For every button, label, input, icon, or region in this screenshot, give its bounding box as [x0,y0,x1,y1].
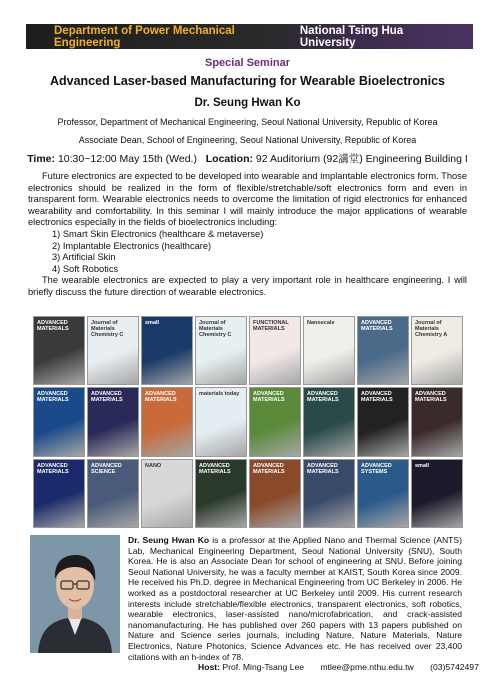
journal-cover-title: Journal of Materials Chemistry C [199,320,232,338]
host-label: Host: [198,662,220,672]
journal-cover-title: ADVANCED MATERIALS [37,391,69,404]
journal-cover [141,459,193,528]
journal-cover [303,316,355,385]
journal-cover-title: FUNCTIONAL MATERIALS [253,320,289,332]
application-item: 1) Smart Skin Electronics (healthcare & metaverse) [52,228,264,239]
journal-cover-title: ADVANCED MATERIALS [37,462,69,475]
speaker-name: Dr. Seung Hwan Ko [194,97,301,109]
journal-cover-title: ADVANCED MATERIALS [91,391,123,404]
abstract-paragraph-2: The wearable electronics are expected to play a very important role in healthcare engineering. I will briefly discuss the future direction of wearable electronics. [28,275,467,297]
speaker-affiliation-1: Professor, Department of Mechanical Engineering, Seoul National University, Republic of Korea [57,117,438,127]
journal-cover-title: NANO [145,462,162,469]
application-list [28,229,467,275]
journal-cover-title: ADVANCED MATERIALS [361,320,393,332]
time-label: Time: [27,153,56,165]
journal-cover-title: ADVANCED MATERIALS [145,391,177,404]
department-name: Department of Power Mechanical Engineering [54,24,235,49]
journal-cover-title: ADVANCED SYSTEMS [361,462,392,475]
journal-cover-title: Journal of Materials Chemistry C [91,320,124,338]
speaker-bio [128,535,462,662]
abstract [28,171,467,299]
journal-cover [357,387,409,456]
host-phone: (03)5742497 [430,662,479,672]
journal-cover [411,459,463,528]
journal-cover-title: ADVANCED MATERIALS [307,462,339,475]
journal-cover-title: ADVANCED SCIENCE [91,462,122,475]
journal-cover [87,387,139,456]
journal-cover [195,316,247,385]
journal-cover [303,459,355,528]
journal-cover-collage [33,316,463,528]
speaker-photo [30,535,120,653]
journal-cover [303,387,355,456]
journal-cover [249,387,301,456]
journal-cover [411,316,463,385]
journal-cover [411,387,463,456]
journal-cover [33,316,85,385]
journal-cover [249,316,301,385]
bio-text: is a professor at the Applied Nano and Thermal Science (ANTS) Lab, Mechanical Engineering Department, Seoul National University (SNU), South Korea. He is also an Associate Dean for school of engineering at SNU. Before joining Seoul National University, he was a faculty member at KAIST, South Korea since 2009. He received his Ph.D. degree in Mechanical Engineering from UC Berkeley in 2006. He worked as a postdoctoral researcher at UC Berkeley until 2009. His current research interests include stretchable/flexible electronics, transparent electronics, soft robotics, wearable electronics, laser-assisted nano/microfabrication, and crack-assisted nanomanufacturing. He has published over 260 papers with 13 papers published on Nature and Science series journals, including Nature, Nature Materials, Nature Electronics, Nature Photonics, Science Advances etc. He has received over 23,400 citations with an h-index of 78. [128,535,462,662]
university-name: National Tsing Hua University [299,24,404,49]
journal-cover-title: ADVANCED MATERIALS [415,391,447,404]
application-item: 4) Soft Robotics [52,263,119,274]
journal-cover-title: materials today [199,391,240,398]
journal-cover-title: ADVANCED MATERIALS [199,462,231,475]
journal-cover-title: small [145,320,160,326]
journal-cover [33,459,85,528]
application-item: 3) Artificial Skin [52,252,116,263]
journal-cover [195,459,247,528]
host-email: mtlee@pme.nthu.edu.tw [320,662,414,672]
journal-cover [141,387,193,456]
journal-cover [249,459,301,528]
seminar-title: Advanced Laser-based Manufacturing for Wearable Bioelectronics [49,74,445,88]
journal-cover [195,387,247,456]
journal-cover-title: ADVANCED MATERIALS [253,462,285,475]
time-value: 10:30~12:00 May 15th (Wed.) [57,153,197,165]
journal-cover [87,316,139,385]
application-item: 2) Implantable Electronics (healthcare) [52,240,212,251]
journal-cover-title: ADVANCED MATERIALS [307,391,339,404]
journal-cover-title: Nanoscale [307,320,335,326]
journal-cover-title: ADVANCED MATERIALS [37,320,69,332]
seminar-type: Special Seminar [205,57,290,69]
time-location [0,151,495,166]
journal-cover [87,459,139,528]
location-label: Location: [205,153,253,165]
bio-name: Dr. Seung Hwan Ko [128,535,210,545]
journal-cover [357,316,409,385]
abstract-paragraph-1: Future electronics are expected to be developed into wearable and implantable electronics form. Those electronics should be realized in the form of flexible/stretchable/soft electronics form and even in transparent form. Wearable electronics needs to overcome the limitation of rigid electronics for enhanced wearability and comfortability. In this seminar I will mainly introduce the major applications of wearable electronics especially in the fields of bioelectronics including: [28,171,467,228]
journal-cover [33,387,85,456]
header-banner [26,24,473,49]
portrait-illustration [30,535,120,653]
journal-cover-title: small [415,462,430,469]
host-info [198,662,493,672]
journal-cover-title: ADVANCED MATERIALS [253,391,285,404]
journal-cover-title: ADVANCED MATERIALS [361,391,393,404]
location-value: 92 Auditorium (92講堂) Engineering Building I [255,153,468,165]
speaker-affiliation-2: Associate Dean, School of Engineering, Seoul National University, Republic of Korea [78,135,417,145]
journal-cover [357,459,409,528]
journal-cover [141,316,193,385]
host-name: Prof. Ming-Tsang Lee [222,662,305,672]
journal-cover-title: Journal of Materials Chemistry A [415,320,448,338]
